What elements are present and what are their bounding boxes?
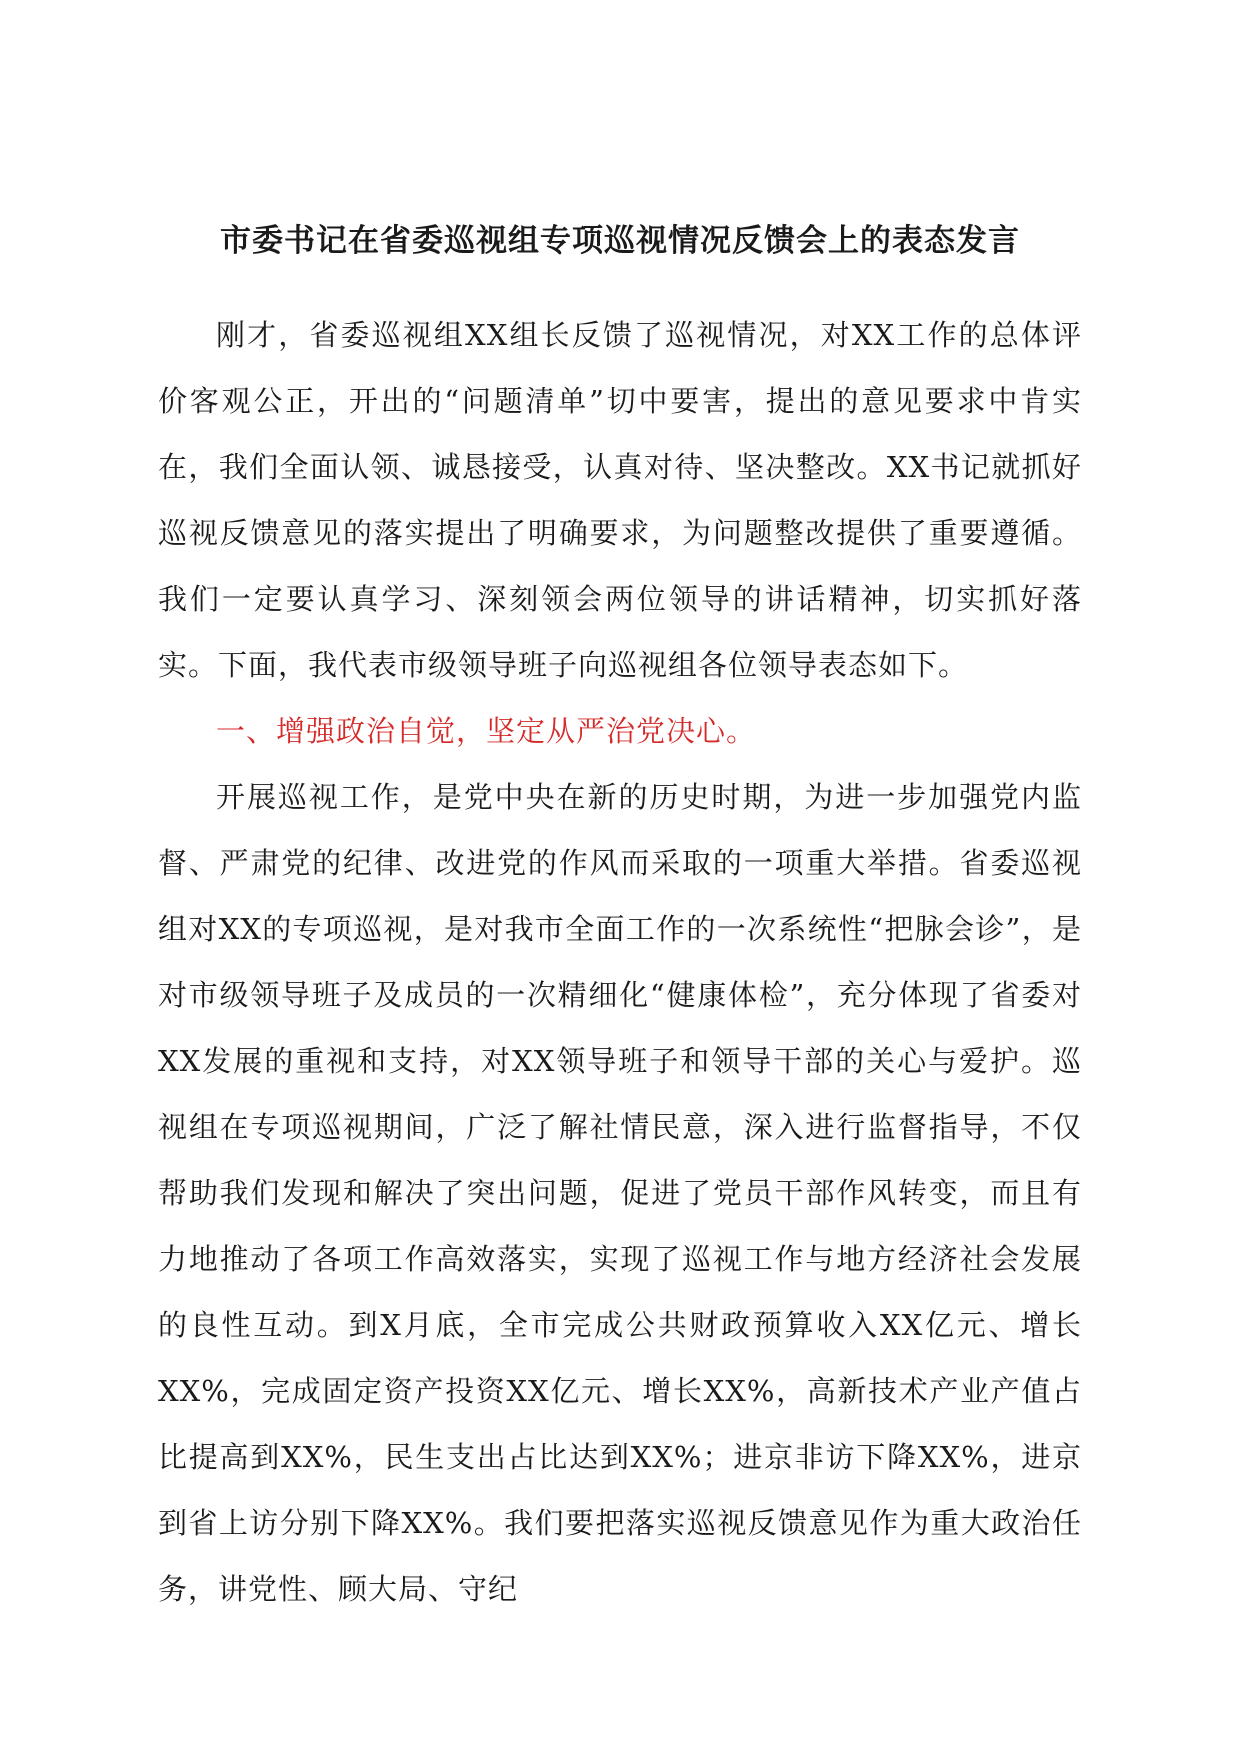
document-title: 市委书记在省委巡视组专项巡视情况反馈会上的表态发言: [220, 223, 1020, 259]
paragraph-section-1: 开展巡视工作，是党中央在新的历史时期，为进一步加强党内监督、严肃党的纪律、改进党的作风而采取的一项重大举措。省委巡视组对XX的专项巡视，是对我市全面工作的一次系统性“把脉会诊”，是对市级领导班子及成员的一次精细化“健康体检”，充分体现了省委对XX发展的重视和支持，对XX领导班子和领导干部的关心与爱护。巡视组在专项巡视期间，广泛了解社情民意，深入进行监督指导，不仅帮助我们发现和解决了突出问题，促进了党员干部作风转变，而且有力地推动了各项工作高效落实，实现了巡视工作与地方经济社会发展的良性互动。到X月底，全市完成公共财政预算收入XX亿元、增长XX%，完成固定资产投资XX亿元、增长XX%，高新技术产业产值占比提高到XX%，民生支出占比达到XX%；进京非访下降XX%，进京到省上访分别下降XX%。我们要把落实巡视反馈意见作为重大政治任务，讲党性、顾大局、守纪: [158, 780, 1082, 1606]
section-heading-1: 一、增强政治自觉，坚定从严治党决心。: [216, 714, 757, 748]
document-body: [158, 302, 1082, 1622]
paragraph-intro: 刚才，省委巡视组XX组长反馈了巡视情况，对XX工作的总体评价客观公正，开出的“问题清单”切中要害，提出的意见要求中肯实在，我们全面认领、诚恳接受，认真对待、坚决整改。XX书记就抓好巡视反馈意见的落实提出了明确要求，为问题整改提供了重要遵循。我们一定要认真学习、深刻领会两位领导的讲话精神，切实抓好落实。下面，我代表市级领导班子向巡视组各位领导表态如下。: [158, 318, 1082, 682]
